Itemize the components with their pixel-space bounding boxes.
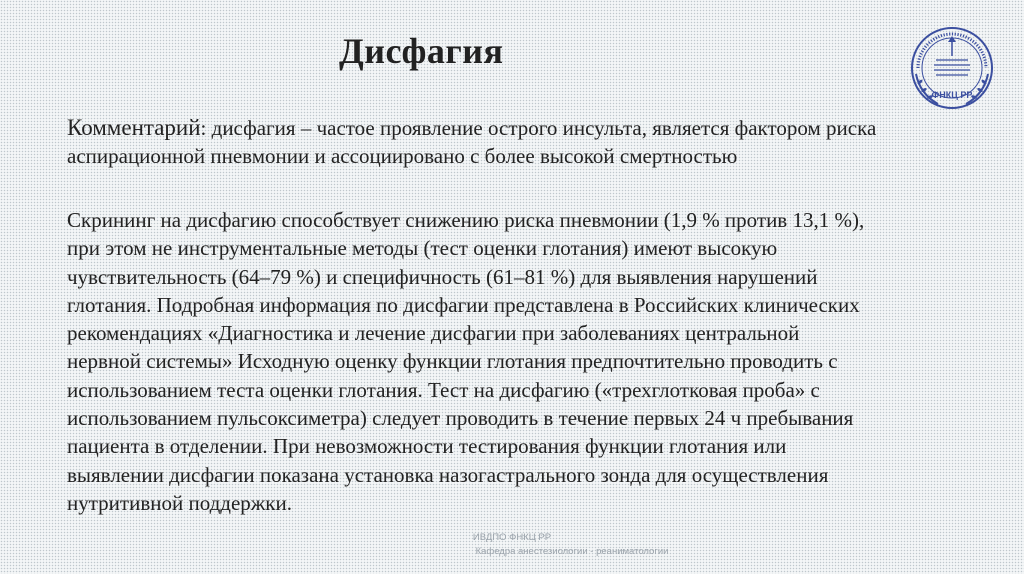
institution-seal-icon: [904, 22, 1000, 118]
body-line: глотания. Подробная информация по дисфагии представлена в Российских клинических: [67, 292, 860, 317]
slide-title: Дисфагия: [339, 31, 504, 71]
body-line: использованием пульсоксиметра) следует проводить в течение первых 24 ч пребывания: [67, 406, 854, 431]
comment-paragraph: [67, 114, 947, 170]
slide-footer: [0, 531, 1024, 559]
body-line: выявлении дисфагии показана установка назогастрального зонда для осуществления: [67, 462, 829, 487]
body-line: рекомендациях «Диагностика и лечение дисфагии при заболеваниях центральной: [67, 321, 800, 346]
body-line: нутритивной поддержки.: [67, 490, 292, 515]
body-line: чувствительность (64–79 %) и специфичность (61–81 %) для выявления нарушений: [67, 264, 818, 289]
comment-text: : дисфагия – частое проявление острого инсульта, является фактором риска аспирационной пневмонии и ассоциировано с более высокой смертностью: [67, 116, 877, 168]
svg-text:ФНКЦ РР: ФНКЦ РР: [931, 90, 973, 100]
body-line: использованием теста оценки глотания. Тест на дисфагию («трехглотковая проба» с: [67, 377, 820, 402]
body-paragraph: [67, 206, 947, 517]
body-line: Скрининг на дисфагию способствует снижению риска пневмонии (1,9 % против 13,1 %),: [67, 208, 865, 232]
footer-institution: ИВДПО ФНКЦ РР: [472, 532, 552, 543]
body-line: пациента в отделении. При невозможности тестирования функции глотания или: [67, 434, 787, 459]
footer-department: Кафедра анестезиологии - реаниматологии: [475, 546, 669, 557]
body-line: нервной системы» Исходную оценку функции глотания предпочтительно проводить с: [67, 349, 838, 374]
body-line: при этом не инструментальные методы (тест оценки глотания) имеют высокую: [67, 236, 778, 261]
comment-label: Комментарий: [67, 115, 201, 140]
